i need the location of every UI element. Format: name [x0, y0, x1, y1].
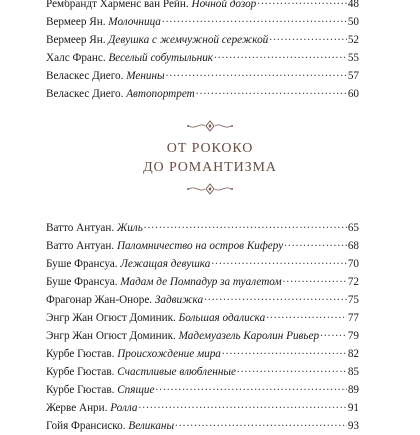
toc-leader	[196, 82, 347, 100]
toc-title: Менины	[126, 70, 165, 82]
toc-page-number: 82	[347, 348, 359, 360]
toc-leader	[175, 414, 347, 432]
toc-author: Ватто Антуан.	[46, 222, 115, 234]
toc-entry[interactable]	[46, 85, 359, 103]
toc-author: Вермеер Ян.	[46, 16, 106, 28]
toc-author: Вермеер Ян.	[46, 34, 106, 46]
toc-leader	[266, 306, 347, 324]
toc-page-number: 79	[347, 330, 359, 342]
toc-page-number: 85	[347, 366, 359, 378]
toc-leader	[284, 234, 347, 252]
toc-title: Ночной дозор	[191, 0, 257, 10]
toc-title: Жиль	[116, 222, 143, 234]
toc-page-number: 77	[347, 312, 359, 324]
toc-leader	[237, 360, 347, 378]
toc-author: Ватто Антуан.	[46, 240, 115, 252]
toc-author: Энгр Жан Огюст Доминик.	[46, 330, 176, 342]
toc-title: Счастливые влюбленные	[117, 366, 236, 378]
toc-title: Великаны	[128, 420, 175, 432]
ornament-bottom-icon	[185, 181, 235, 197]
toc-page-number: 68	[347, 240, 359, 252]
toc-page-number: 48	[347, 0, 359, 10]
toc-author: Буше Франсуа.	[46, 258, 118, 270]
toc-author: Курбе Гюстав.	[46, 366, 115, 378]
toc-leader	[222, 342, 347, 360]
section-title-line1: ОТ РОКОКО	[166, 141, 254, 156]
toc-title: Спящие	[117, 384, 155, 396]
toc-title: Девушка с жемчужной сережкой	[108, 34, 269, 46]
toc-page-number: 70	[347, 258, 359, 270]
toc-page-number: 60	[347, 88, 359, 100]
toc-page-number: 89	[347, 384, 359, 396]
toc-author: Фрагонар Жан-Оноре.	[46, 294, 153, 306]
toc-leader	[162, 10, 347, 28]
toc-page-number: 52	[347, 34, 359, 46]
toc-title: Молочница	[108, 16, 161, 28]
toc-page-number: 50	[347, 16, 359, 28]
toc-title: Происхождение мира	[117, 348, 221, 360]
toc-author: Жерве Анри.	[46, 402, 108, 414]
toc-title: Задвижка	[154, 294, 204, 306]
toc-author: Энгр Жан Огюст Доминик.	[46, 312, 176, 324]
toc-title: Автопортрет	[126, 88, 195, 100]
toc-leader	[211, 252, 346, 270]
toc-page-number: 72	[347, 276, 359, 288]
toc-page-number: 57	[347, 70, 359, 82]
section-title-line2: ДО РОМАНТИЗМА	[143, 160, 277, 175]
toc-title: Лежащая девушка	[120, 258, 211, 270]
toc-author: Халс Франс.	[46, 52, 106, 64]
toc-page-number: 93	[347, 420, 359, 432]
toc-leader	[283, 270, 347, 288]
toc-title: Мадам де Помпадур за туалетом	[120, 276, 282, 288]
toc-author: Веласкес Диего.	[46, 88, 124, 100]
toc-title: Большая одалиска	[178, 312, 266, 324]
toc-author: Курбе Гюстав.	[46, 348, 115, 360]
toc-title: Ролла	[110, 402, 138, 414]
toc-leader	[320, 324, 347, 342]
toc-leader	[269, 28, 347, 46]
ornament-top-icon	[185, 118, 235, 134]
toc-author: Курбе Гюстав.	[46, 384, 115, 396]
toc-title: Веселый собутыльник	[108, 52, 214, 64]
toc-leader	[138, 396, 346, 414]
toc-author: Рембрандт Харменс ван Рейн.	[46, 0, 189, 10]
toc-leader	[144, 216, 347, 234]
toc-leader	[166, 64, 347, 82]
toc-title: Мадемуазель Каролин Ривьер	[178, 330, 320, 342]
toc-page-number: 75	[347, 294, 359, 306]
toc-leader	[214, 46, 347, 64]
toc-page-number: 55	[347, 52, 359, 64]
toc-leader	[204, 288, 347, 306]
toc-author: Буше Франсуа.	[46, 276, 118, 288]
toc-title: Паломничество на остров Киферу	[116, 240, 284, 252]
toc-author: Веласкес Диего.	[46, 70, 124, 82]
toc-author: Гойя Франсиско.	[46, 420, 126, 432]
toc-page-number: 91	[347, 402, 359, 414]
toc-entry[interactable]	[46, 309, 359, 327]
toc-leader	[155, 378, 346, 396]
toc-page-number: 65	[347, 222, 359, 234]
toc-leader	[257, 0, 347, 10]
